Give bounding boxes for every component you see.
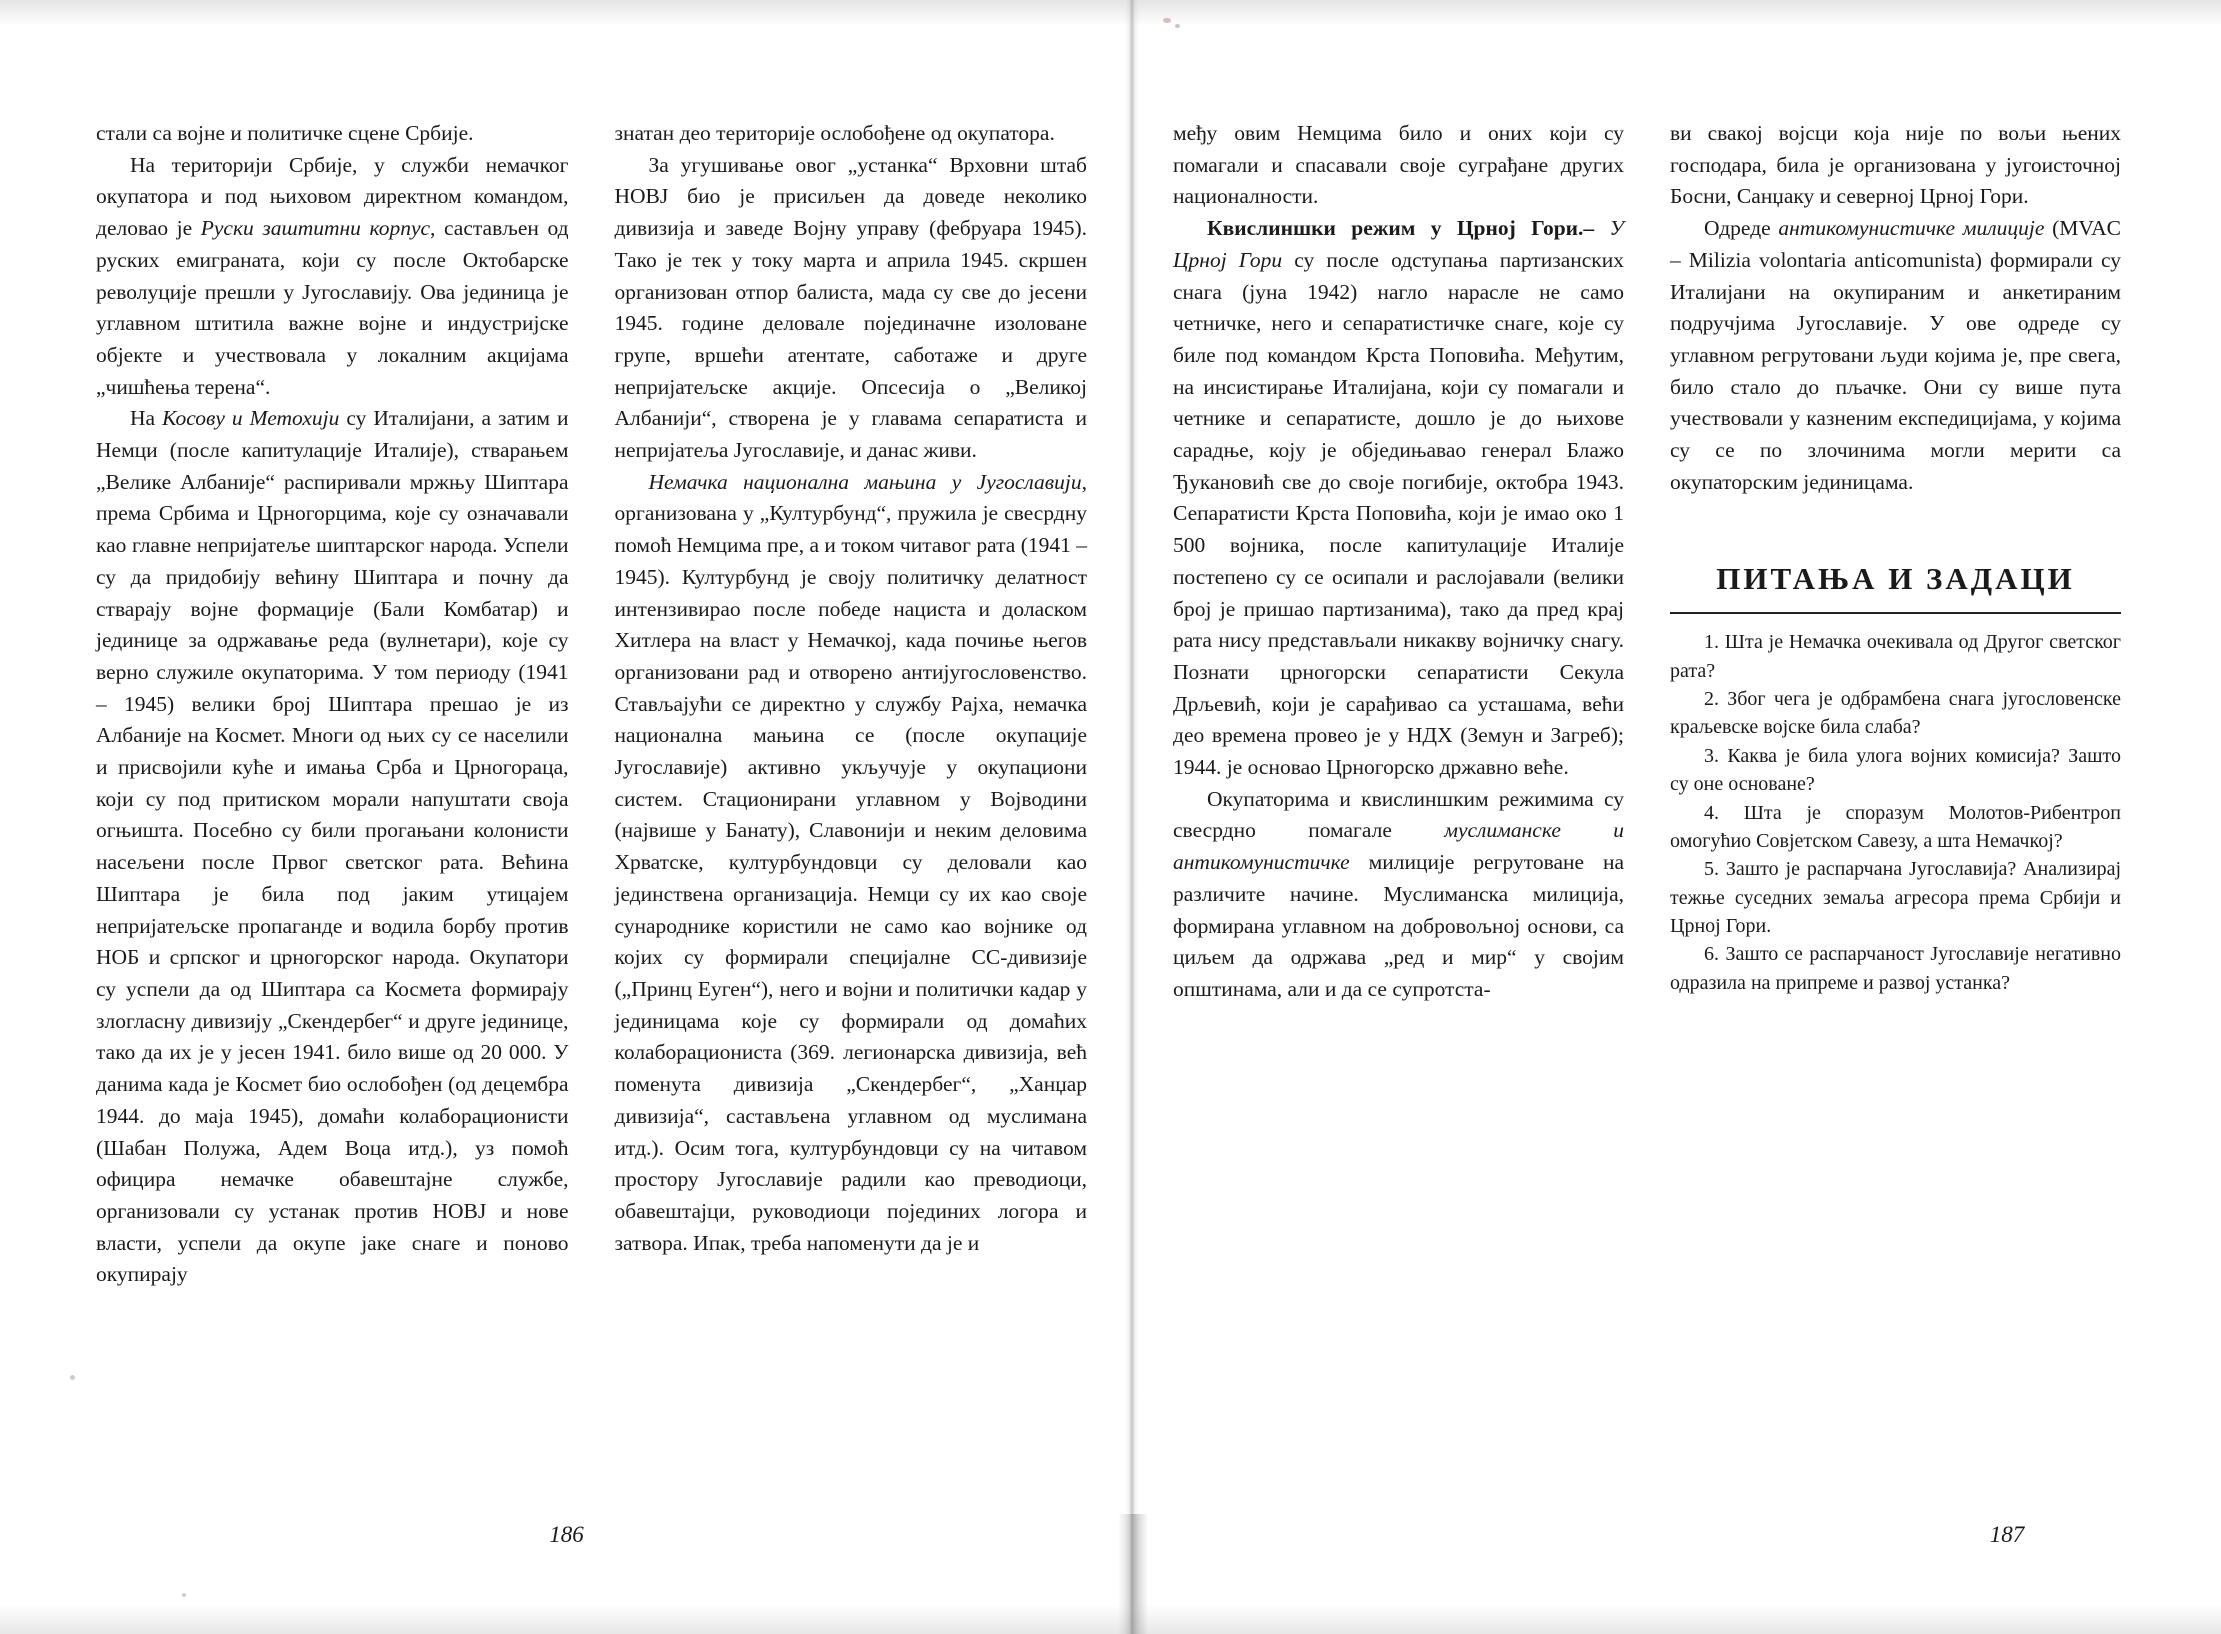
- question-item: 5. Зашто је распарчана Југославија? Анализирај тежње суседних земаља агресора према Србији и Црној Гори.: [1670, 858, 2121, 938]
- emphasis: У Црној Гори: [1173, 216, 1624, 272]
- question-item: 3. Каква је била улога војних комисија? Зашто су оне основане?: [1670, 744, 2121, 796]
- paragraph: За угушивање овог „устанка“ Врховни штаб НОВЈ био је присиљен да доведе неколико дивизија и заведе Војну управу (фебруара 1945). Тако је тек у току марта и априла 1945. скршен организован отпор балиста, мада су све до јесени 1945. године деловале појединачне изоловане групе, вршећи атентате, саботаже и друге непријатељске акције. Опсесија о „Великој Албанији“, створена је у главама сепаратиста и непријатеља Југославије, и данас живи.: [614, 152, 1087, 463]
- scan-speck: [70, 1375, 75, 1380]
- paragraph: стали са војне и политичке сцене Србије.: [96, 121, 474, 145]
- page-right: [1133, 0, 2221, 1634]
- left-page-columns: [96, 118, 1087, 1313]
- paragraph: На територији Србије, у служби немачког окупатора и под њиховом директном командом, деловао је Руски заштитни корпус, састављен од руских емиграната, који су после Октобарске револуције прешли у Југославију. Ова јединица је углавном штитила важне војне и индустријске објекте и учествовала у локалним акцијама „чишћења терена“.: [96, 152, 569, 399]
- emphasis: муслиманске и антикомунистичке: [1173, 818, 1624, 875]
- scan-speck: [1175, 24, 1180, 28]
- left-column-2: [615, 118, 1088, 1313]
- paragraph: На Косову и Метохији су Италијани, а затим и Немци (после капитулације Италије), стварањем „Велике Албаније“ распиривали мржњу Шиптара према Србима и Црногорцима, које су означавали као главне непријатеље шиптарског народа. Успели су да придобију већину Шиптара и почну да стварају војне формације (Бали Комбатар) и јединице за одржавање реда (вулнетари), које су верно служиле окупаторима. У том периоду (1941 – 1945) велики број Шиптара прешао је из Албаније на Космет. Многи од њих су се населили и присвојили куће и имања Срба и Црногораца, који су под притиском морали напуштати своја огњишта. Посебно су били прогањани колонисти насељени после Првог светског рата. Већина Шиптара је била под јаким утицајем непријатељске пропаганде и водила борбу против НОБ и српског и црногорског народа. Окупатори су успели да од Шиптара са Космета формирају злогласну дивизију „Скендербег“ и друге јединице, тако да их је у јесен 1941. било више од 20 000. У данима када је Космет био ослобођен (од децембра 1944. до маја 1945), домаћи колаборационисти (Шабан Полужа, Адем Воца итд.), уз помоћ официра немачке обавештајне службе, организовали су устанак против НОВЈ и нове власти, успели да окупе јаке снаге и поново окупирају: [96, 406, 569, 1287]
- question-item: 4. Шта је споразум Молотов-Рибентроп омогућио Совјетском Савезу, а шта Немачкој?: [1670, 801, 2121, 852]
- emphasis: Немачка национална мањина у Југославији: [648, 469, 1082, 494]
- emphasis: Косову и Метохији: [162, 406, 340, 431]
- paragraph: ви свакој војсци која није по вољи њених господара, била је организована у југоисточној Босни, Санџаку и северној Црној Гори.: [1670, 121, 2121, 209]
- questions-section-title: ПИТАЊА И ЗАДАЦИ: [1670, 556, 2121, 614]
- scan-speck: [1163, 18, 1171, 23]
- paragraph: Окупаторима и квислиншким режимима су свесрдно помагале муслиманске и антикомунистичке милиције регрутоване на различите начине. Муслиманска милиција, формирана углавном на добровољној основи, са циљем да одржава „ред и мир“ у својим општинама, али и да се супротста-: [1173, 786, 1624, 1001]
- emphasis: Руски заштитни корпус: [200, 216, 431, 241]
- question-item: 1. Шта је Немачка очекивала од Другог светског рата?: [1670, 631, 2121, 682]
- right-page-columns: [1173, 118, 2121, 1313]
- page-number-right: 187: [1989, 1522, 2025, 1547]
- left-column-1: [96, 118, 569, 1313]
- paragraph: међу овим Немцима било и оних који су помагали и спасавали своје суграђане других националности.: [1173, 121, 1624, 209]
- right-column-2: [1670, 118, 2121, 1313]
- paragraph: знатан део територије ослобођене од окупатора.: [614, 121, 1055, 145]
- emphasis: антикомунистичке милиције: [1778, 216, 2045, 241]
- right-column-1: [1173, 118, 1624, 1313]
- question-item: 2. Због чега је одбрамбена снага југословенске краљевске војске била слаба?: [1670, 687, 2121, 739]
- page-number-left: 186: [549, 1522, 584, 1547]
- questions-list: [1670, 628, 2121, 997]
- section-heading: Квислиншки режим у Црној Гори.–: [1207, 216, 1595, 241]
- scan-speck: [182, 1593, 186, 1597]
- paragraph: Одреде антикомунистичке милиције (MVAC – Milizia volontaria anticomunista) формирали су Италијани на окупираним и анкетираним подручјима Југославије. У ове одреде су углавном регрутовани људи којима је, пре свега, било стало до пљачке. Они су више пута учествовали у казненим експедицијама, у којима су се по злочинима могли мерити са окупаторским јединицама.: [1670, 216, 2121, 494]
- paragraph-section-quisling: Квислиншки режим у Црној Гори.– У Црној Гори су после одступања партизанских снага (јуна 1942) нагло нарасле не само четничке, него и сепаратистичке снаге, које су биле под командом Крста Поповића. Међутим, на инсистирање Италијана, који су помагали и четнике и сепаратисте, дошло је до њихове сарадње, коју је обједињавао генерал Блажо Ђукановић све до своје погибије, октобра 1943. Сепаратисти Крста Поповића, који је имао око 1 500 војника, после капитулације Италије постепено су се осипали и раслојавали (велики број је пришао партизанима), тако да пред крај рата нису представљали никакву војничку снагу. Познати црногорски сепаратисти Секула Дрљевић, који је сарађивао са усташама, већи део времена провео је у НДХ (Земун и Загреб); 1944. је основао Црногорско државно веће.: [1173, 216, 1624, 780]
- paragraph: Немачка национална мањина у Југославији, организована у „Културбунд“, пружила је свесрдну помоћ Немцима пре, а и током читавог рата (1941 – 1945). Културбунд је своју политичку делатност интензивирао после победе нациста и доласком Хитлера на власт у Немачкој, када почиње његов организовани рад и отворено антијугословенство. Стављајући се директно у службу Рајха, немачка национална мањина се (после окупације Југославије) активно укључује у окупациони систем. Стационирани углавном у Војводини (највише у Банату), Славонији и неким деловима Хрватске, културбундовци су деловали као јединствена организација. Немци су их као своје сународнике користили не само као војнике од којих су формирали специјалне СС-дивизије („Принц Еуген“), него и војни и политички кадар у јединицама које су формирали од домаћих колаборациониста (369. легионарска дивизија, већ поменута дивизија „Скендербег“, „Ханџар дивизија“, састављена углавном од муслимана итд.). Осим тога, културбундовци су на читавом простору Југославије радили као преводиоци, обавештајци, руководиоци појединих логора и затвора. Ипак, треба напоменути да је и: [614, 469, 1087, 1255]
- question-item: 6. Зашто се распарчаност Југославије негативно одразила на припреме и развој устанка?: [1670, 943, 2121, 994]
